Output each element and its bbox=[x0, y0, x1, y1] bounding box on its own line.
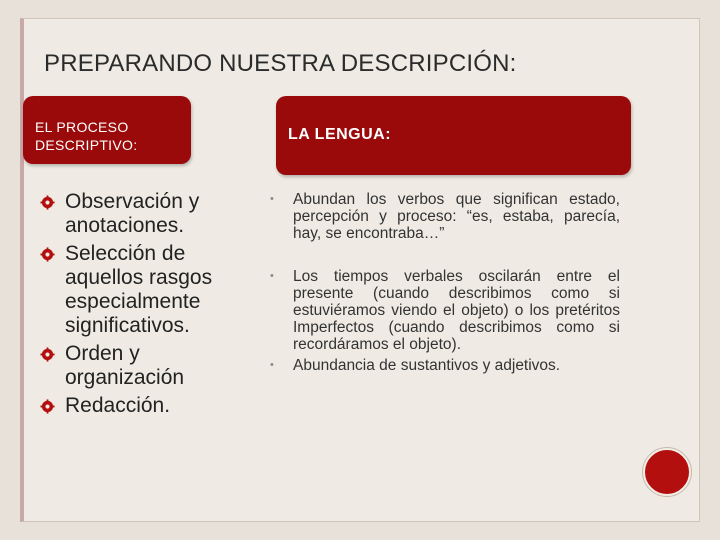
list-item bbox=[268, 357, 620, 374]
list-item bbox=[268, 191, 620, 242]
decorative-circle bbox=[643, 448, 691, 496]
gear-icon bbox=[40, 399, 55, 414]
dot-icon: • bbox=[270, 270, 274, 282]
list-item-text: Abundancia de sustantivos y adjetivos. bbox=[293, 357, 561, 374]
left-header-box bbox=[23, 96, 191, 164]
list-item bbox=[40, 394, 245, 418]
left-header-label bbox=[35, 118, 137, 154]
gear-icon bbox=[40, 247, 55, 262]
list-item-text: Redacción. bbox=[65, 394, 171, 417]
left-header-line1: EL PROCESO bbox=[35, 119, 129, 135]
list-item bbox=[40, 190, 245, 238]
list-item-text: Selección de aquellos rasgos especialmente significativos. bbox=[65, 242, 213, 337]
list-item bbox=[40, 342, 245, 390]
list-item-text: Orden y organización bbox=[65, 342, 185, 389]
dot-icon: • bbox=[270, 193, 274, 205]
right-header-label: LA LENGUA: bbox=[288, 126, 392, 143]
language-list bbox=[268, 191, 620, 374]
dot-icon: • bbox=[270, 359, 274, 371]
left-header-line2: DESCRIPTIVO: bbox=[35, 137, 138, 153]
list-item-text: Los tiempos verbales oscilarán entre el presente (cuando describimos como si estuviéramos viendo el objeto) o los pretéritos Imperfectos (cuando describimos como si recordáramos el objeto). bbox=[293, 268, 620, 353]
page-title: PREPARANDO NUESTRA DESCRIPCIÓN: bbox=[44, 50, 517, 77]
list-item-text: Observación y anotaciones. bbox=[65, 190, 200, 237]
list-item-text: Abundan los verbos que significan estado, percepción y proceso: “es, estaba, parecía, hay, se encontraba…” bbox=[293, 191, 620, 242]
right-header-box bbox=[276, 96, 631, 175]
gear-icon bbox=[40, 347, 55, 362]
gear-icon bbox=[40, 195, 55, 210]
list-item bbox=[40, 242, 245, 338]
process-list bbox=[40, 190, 245, 418]
list-item bbox=[268, 268, 620, 353]
